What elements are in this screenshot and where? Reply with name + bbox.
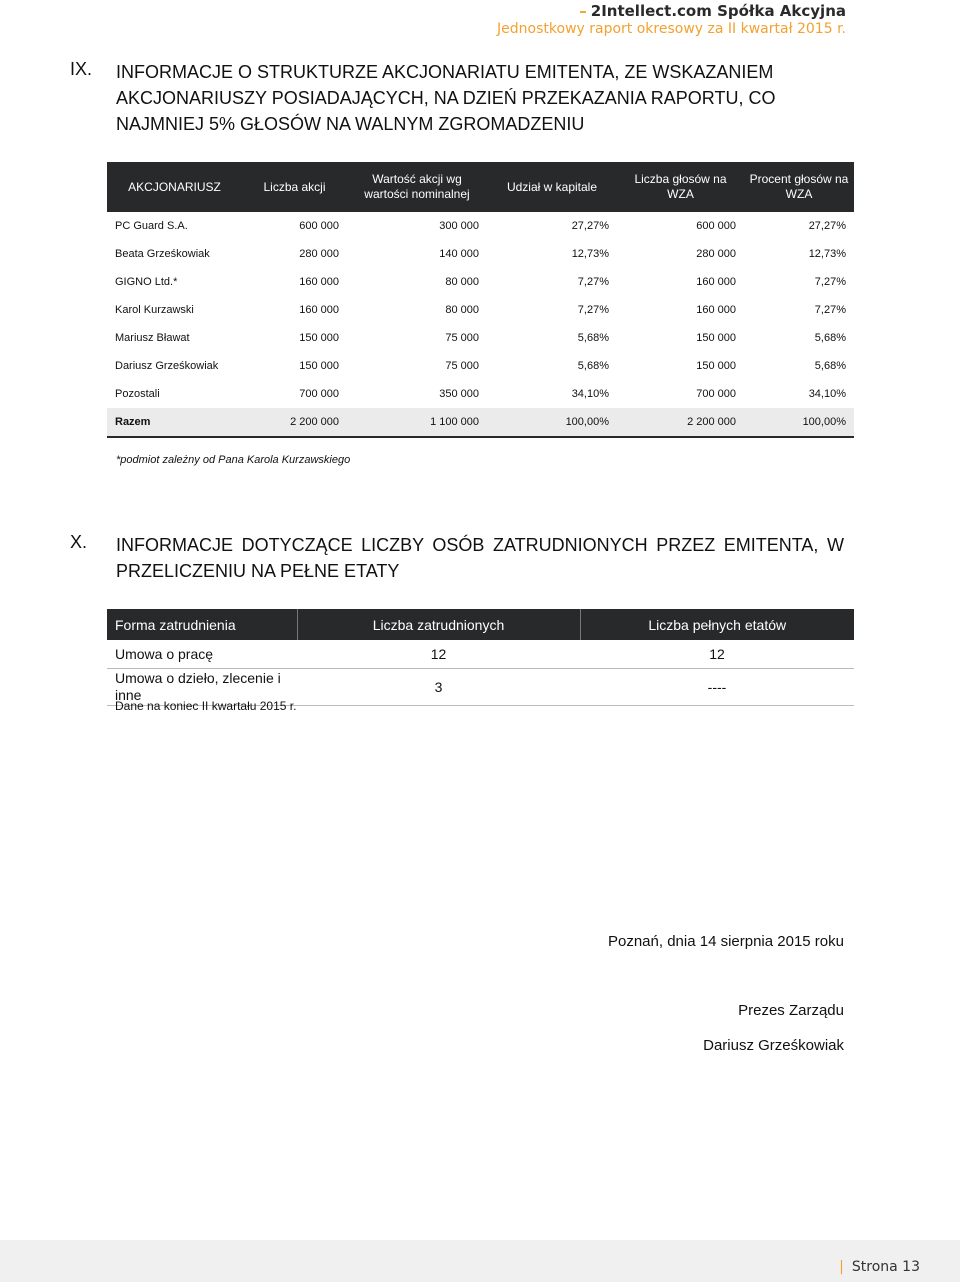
table-cell: 3: [297, 668, 580, 705]
table-cell: 34,10%: [808, 388, 846, 400]
table-cell: Umowa o dzieło, zlecenie i inne: [107, 668, 297, 705]
page-number: | Strona 13: [839, 1259, 920, 1275]
table-cell: 75 000: [445, 332, 479, 344]
place-date: Poznań, dnia 14 sierpnia 2015 roku: [607, 933, 844, 950]
report-subtitle: Jednostkowy raport okresowy za II kwartał 2015 r.: [497, 21, 846, 37]
shareholder-name: Dariusz Grześkowiak: [115, 360, 219, 372]
table-row: [107, 296, 854, 324]
table-row: [107, 240, 854, 268]
table-cell: 350 000: [439, 388, 479, 400]
table-cell: 160 000: [696, 304, 736, 316]
shareholder-name: Mariusz Bławat: [115, 332, 190, 344]
table-cell: 27,27%: [571, 220, 609, 232]
column-header: Wartość akcji wg wartości nominalnej: [347, 162, 487, 212]
page-header: [497, 2, 846, 37]
table-cell: 34,10%: [571, 388, 609, 400]
table-row: [107, 640, 854, 668]
shareholders-table: [107, 162, 854, 438]
table-cell: ----: [580, 668, 854, 705]
table-cell: 150 000: [696, 332, 736, 344]
column-header: Liczba głosów na WZA: [617, 162, 744, 212]
table-cell: 12: [580, 640, 854, 668]
column-header: Liczba akcji: [242, 162, 347, 212]
table-cell: 5,68%: [577, 360, 609, 372]
shareholder-name: Beata Grześkowiak: [115, 248, 210, 260]
table-cell: Umowa o pracę: [107, 640, 297, 668]
column-header: AKCJONARIUSZ: [107, 162, 242, 212]
table-cell: 150 000: [696, 360, 736, 372]
company-name: – 2Intellect.com Spółka Akcyjna: [579, 2, 846, 20]
table-cell: 27,27%: [808, 220, 846, 232]
table-cell: 5,68%: [814, 360, 846, 372]
table-cell: 2 200 000: [617, 408, 744, 437]
section-title: INFORMACJE O STRUKTURZE AKCJONARIATU EMITENTA, ZE WSKAZANIEM AKCJONARIUSZY POSIADAJĄCYCH, NA DZIEŃ PRZEKAZANIA RAPORTU, CO NAJMNIEJ 5% GŁOSÓW NA WALNYM ZGROMADZENIU: [116, 62, 776, 134]
signatory-name: Dariusz Grześkowiak: [703, 1037, 844, 1054]
table-cell: 75 000: [445, 360, 479, 372]
table-cell: 7,27%: [577, 304, 609, 316]
total-label: Razem: [107, 408, 242, 437]
table-cell: 100,00%: [487, 408, 617, 437]
table-cell: 2 200 000: [242, 408, 347, 437]
table-row: [107, 268, 854, 296]
table-cell: 7,27%: [814, 276, 846, 288]
table-cell: 600 000: [299, 220, 339, 232]
section-number: X.: [70, 532, 88, 552]
table-cell: 7,27%: [577, 276, 609, 288]
table-cell: 160 000: [299, 304, 339, 316]
table-cell: 160 000: [299, 276, 339, 288]
column-header: Udział w kapitale: [487, 162, 617, 212]
column-header: Procent głosów na WZA: [744, 162, 854, 212]
table-cell: 300 000: [439, 220, 479, 232]
table-cell: 5,68%: [814, 332, 846, 344]
table-cell: 160 000: [696, 276, 736, 288]
table-header-row: [107, 162, 854, 212]
table-cell: 80 000: [445, 276, 479, 288]
employment-table: [107, 609, 854, 706]
table-header-row: [107, 609, 854, 640]
table-cell: 100,00%: [744, 408, 854, 437]
table-row: [107, 352, 854, 380]
total-row: [107, 408, 854, 437]
shareholder-name: Karol Kurzawski: [115, 304, 194, 316]
table-cell: 7,27%: [814, 304, 846, 316]
page-footer: [0, 1240, 960, 1282]
table-row: [107, 324, 854, 352]
table-row: [107, 212, 854, 240]
shareholder-name: PC Guard S.A.: [115, 220, 188, 232]
table-caption: Dane na koniec II kwartału 2015 r.: [115, 699, 297, 713]
table-cell: 80 000: [445, 304, 479, 316]
shareholder-name: Pozostali: [115, 388, 160, 400]
table-cell: 12,73%: [808, 248, 846, 260]
table-cell: 12,73%: [571, 248, 609, 260]
table-cell: 12: [297, 640, 580, 668]
table-cell: 700 000: [299, 388, 339, 400]
section-number: IX.: [70, 59, 93, 79]
column-header: Liczba pełnych etatów: [580, 609, 854, 640]
table-cell: 150 000: [299, 332, 339, 344]
column-header: Liczba zatrudnionych: [297, 609, 580, 640]
table-cell: 600 000: [696, 220, 736, 232]
table-cell: 150 000: [299, 360, 339, 372]
column-header: Forma zatrudnienia: [107, 609, 297, 640]
table-footnote: *podmiot zależny od Pana Karola Kurzawskiego: [116, 454, 351, 466]
shareholder-name: GIGNO Ltd.*: [115, 276, 178, 288]
table-cell: 1 100 000: [347, 408, 487, 437]
table-row: [107, 380, 854, 408]
table-cell: 280 000: [299, 248, 339, 260]
table-cell: 280 000: [696, 248, 736, 260]
table-cell: 140 000: [439, 248, 479, 260]
table-cell: 5,68%: [577, 332, 609, 344]
section-title: INFORMACJE DOTYCZĄCE LICZBY OSÓB ZATRUDNIONYCH PRZEZ EMITENTA, W PRZELICZENIU NA PEŁNE ETATY: [116, 535, 844, 581]
table-cell: 700 000: [696, 388, 736, 400]
signatory-role: Prezes Zarządu: [738, 1002, 844, 1019]
